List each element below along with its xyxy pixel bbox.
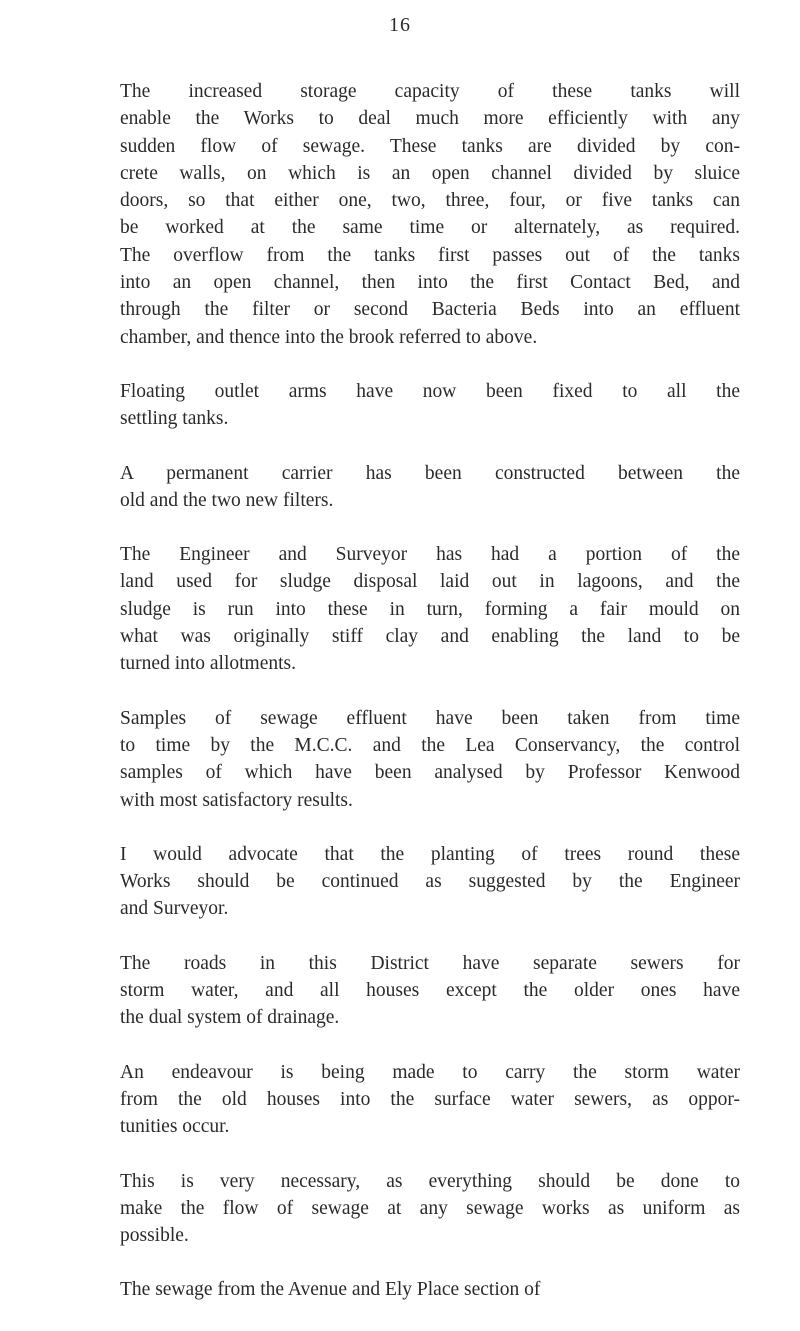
paragraph-sludge-disposal [118,541,740,677]
paragraph-roads [118,950,740,1032]
text-line: The roads in this District have separate sewers for [120,952,740,974]
text-line: Floating outlet arms have now been fixed to all the [120,380,740,402]
text-line: tunities occur. [120,1116,230,1138]
text-line: The Engineer and Surveyor has had a portion of the [120,544,740,566]
text-line: with most satisfactory results. [120,789,353,811]
text-line: through the filter or second Bacteria Beds into an effluent [120,299,740,321]
text-line: turned into allotments. [120,653,297,675]
text-line: The overflow from the tanks first passes out of the tanks [120,244,740,266]
text-line: doors, so that either one, two, three, four, or five tanks can [120,190,740,212]
text-line: storm water, and all houses except the older ones have [120,980,740,1002]
text-line: to time by the M.C.C. and the Lea Conservancy, the control [120,734,740,756]
paragraph-storm-water [118,1059,740,1141]
body-text [118,78,740,1331]
text-line: old and the two new filters. [120,489,334,511]
paragraph-carrier [118,460,740,515]
text-line: samples of which have been analysed by Professor Kenwood [120,762,740,784]
text-line: land used for sludge disposal laid out in lagoons, and the [120,571,740,593]
text-line: make the flow of sewage at any sewage works as uniform as [120,1197,740,1219]
paragraph-outlet-arms [118,378,740,433]
text-line: the dual system of drainage. [120,1007,340,1029]
text-line: into an open channel, then into the first Contact Bed, and [120,272,740,294]
page-number: 16 [389,14,411,36]
paragraph-samples [118,705,740,814]
text-line: from the old houses into the surface water sewers, as oppor- [120,1088,740,1110]
text-line: An endeavour is being made to carry the storm water [120,1061,740,1083]
text-line: The sewage from the Avenue and Ely Place section of [120,1279,541,1301]
text-line: crete walls, on which is an open channel divided by sluice [120,162,740,184]
paragraph-trees [118,841,740,923]
paragraph-storage-tanks [118,78,740,351]
text-line: A permanent carrier has been constructed between the [120,462,740,484]
text-line: sludge is run into these in turn, forming a fair mould on [120,598,740,620]
text-line: what was originally stiff clay and enabling the land to be [120,626,740,648]
text-line: and Surveyor. [120,898,229,920]
text-line: I would advocate that the planting of trees round these [120,843,740,865]
text-line: enable the Works to deal much more efficiently with any [120,108,740,130]
text-line: Works should be continued as suggested by the Engineer [120,871,740,893]
paragraph-necessary [118,1168,740,1250]
text-line: sudden flow of sewage. These tanks are divided by con- [120,135,740,157]
text-line: Samples of sewage effluent have been taken from time [120,707,740,729]
text-line: This is very necessary, as everything should be done to [120,1170,740,1192]
text-line: be worked at the same time or alternately, as required. [120,217,740,239]
text-line: possible. [120,1225,189,1247]
text-line: settling tanks. [120,408,229,430]
paragraph-avenue [118,1276,740,1303]
text-line: The increased storage capacity of these tanks will [120,81,740,102]
text-line: chamber, and thence into the brook referred to above. [120,326,538,348]
